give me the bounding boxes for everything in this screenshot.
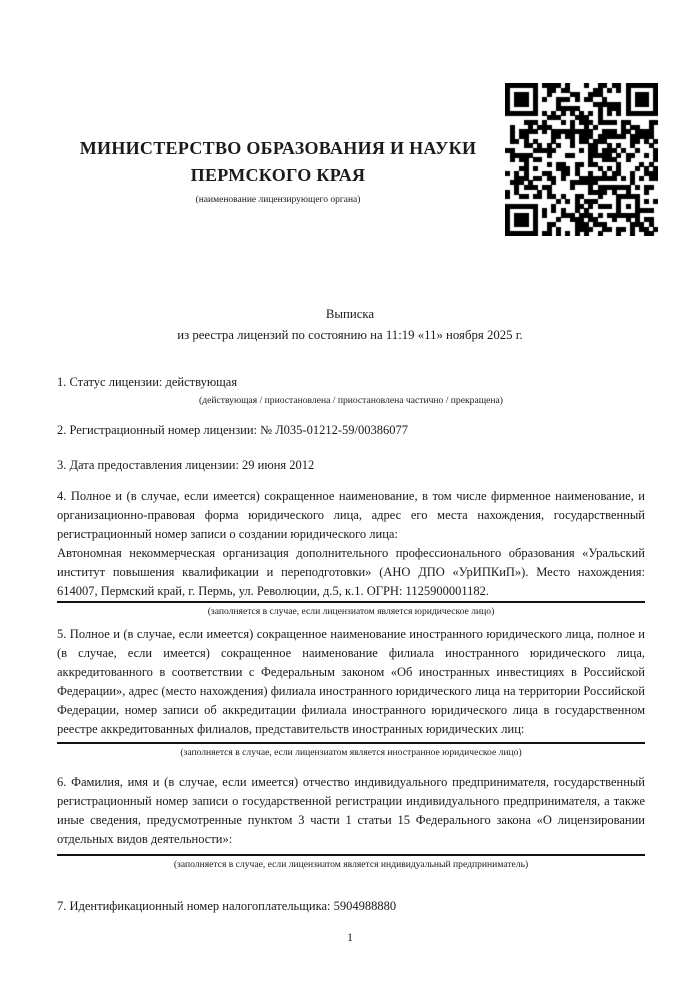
legal-entity-note: (заполняется в случае, если лицензиатом является юридическое лицо) — [207, 606, 495, 617]
foreign-entity-note: (заполняется в случае, если лицензиатом является иностранное юридическое лицо) — [180, 747, 522, 758]
foreign-entity-heading: 5. Полное и (в случае, если имеется) сокращенное наименование иностранного юридического лица, полное и (в случае, если имеется) сокращенное наименование филиала иностранного юридического лица, аккредитованного в соответствии с Федеральным законом «Об иностранных инвестициях в Российской Федерации», адрес (место нахождения) филиала иностранного юридического лица на территории Российской Федерации, номер записи об аккредитации филиала иностранного юридического лица в государственном реестре аккредитованных филиалов, представительств иностранных юридических лиц: — [57, 627, 645, 736]
page-number: 1 — [347, 930, 353, 944]
registration-number-text: 2. Регистрационный номер лицензии: № Л035-01212-59/00386077 — [57, 423, 408, 437]
foreign-entity-underline — [57, 742, 645, 744]
document-title-line2: из реестра лицензий по состоянию на 11:19 «11» ноября 2025 г. — [177, 328, 523, 342]
grant-date-text: 3. Дата предоставления лицензии: 29 июня 2012 — [57, 458, 315, 472]
entrepreneur-underline — [57, 854, 645, 856]
document-title-line1: Выписка — [325, 307, 375, 321]
item-license-status — [57, 373, 645, 407]
license-status-text: 1. Статус лицензии: действующая — [57, 375, 238, 389]
entrepreneur-heading: 6. Фамилия, имя и (в случае, если имеется) отчество индивидуального предпринимателя, государственный регистрационный номер записи о государственной регистрации индивидуального предпринимателя, а также иные сведения, предусмотренные пунктом 3 части 1 статьи 15 Федерального закона «О лицензировании отдельных видов деятельности»: — [57, 775, 645, 846]
license-status-options-note: (действующая / приостановлена / приостановлена частично / прекращена) — [199, 395, 503, 406]
ministry-name: МИНИСТЕРСТВО ОБРАЗОВАНИЯ И НАУКИ ПЕРМСКОГО КРАЯ — [79, 138, 477, 185]
taxpayer-number-text: 7. Идентификационный номер налогоплательщика: 5904988880 — [57, 899, 397, 913]
qr-code — [505, 83, 658, 236]
document-title — [0, 304, 700, 346]
document-body — [0, 373, 700, 916]
legal-entity-underline — [57, 601, 645, 603]
item-foreign-entity — [57, 625, 645, 759]
legal-entity-value: Автономная некоммерческая организация дополнительного профессионального образования «Уральский институт повышения квалификации и переподготовки» (АНО ДПО «УрИПКиП»). Место нахождения: 614007, Пермский край, г. Пермь, ул. Революции, д.5, к.1. ОГРН: 1125900001182. — [57, 546, 645, 598]
item-grant-date — [57, 456, 645, 475]
legal-entity-heading: 4. Полное и (в случае, если имеется) сокращенное наименование, в том числе фирменное наименование, и организационно-правовая форма юридического лица, адрес его места нахождения, государственный регистрационный номер записи о создании юридического лица: — [57, 489, 645, 541]
item-individual-entrepreneur — [57, 773, 645, 871]
item-legal-entity — [57, 487, 645, 618]
item-taxpayer-number — [57, 897, 645, 916]
licensing-authority-caption: (наименование лицензирующего органа) — [195, 195, 361, 205]
item-registration-number — [57, 421, 645, 440]
entrepreneur-note: (заполняется в случае, если лицензиатом является индивидуальный предприниматель) — [173, 859, 529, 870]
